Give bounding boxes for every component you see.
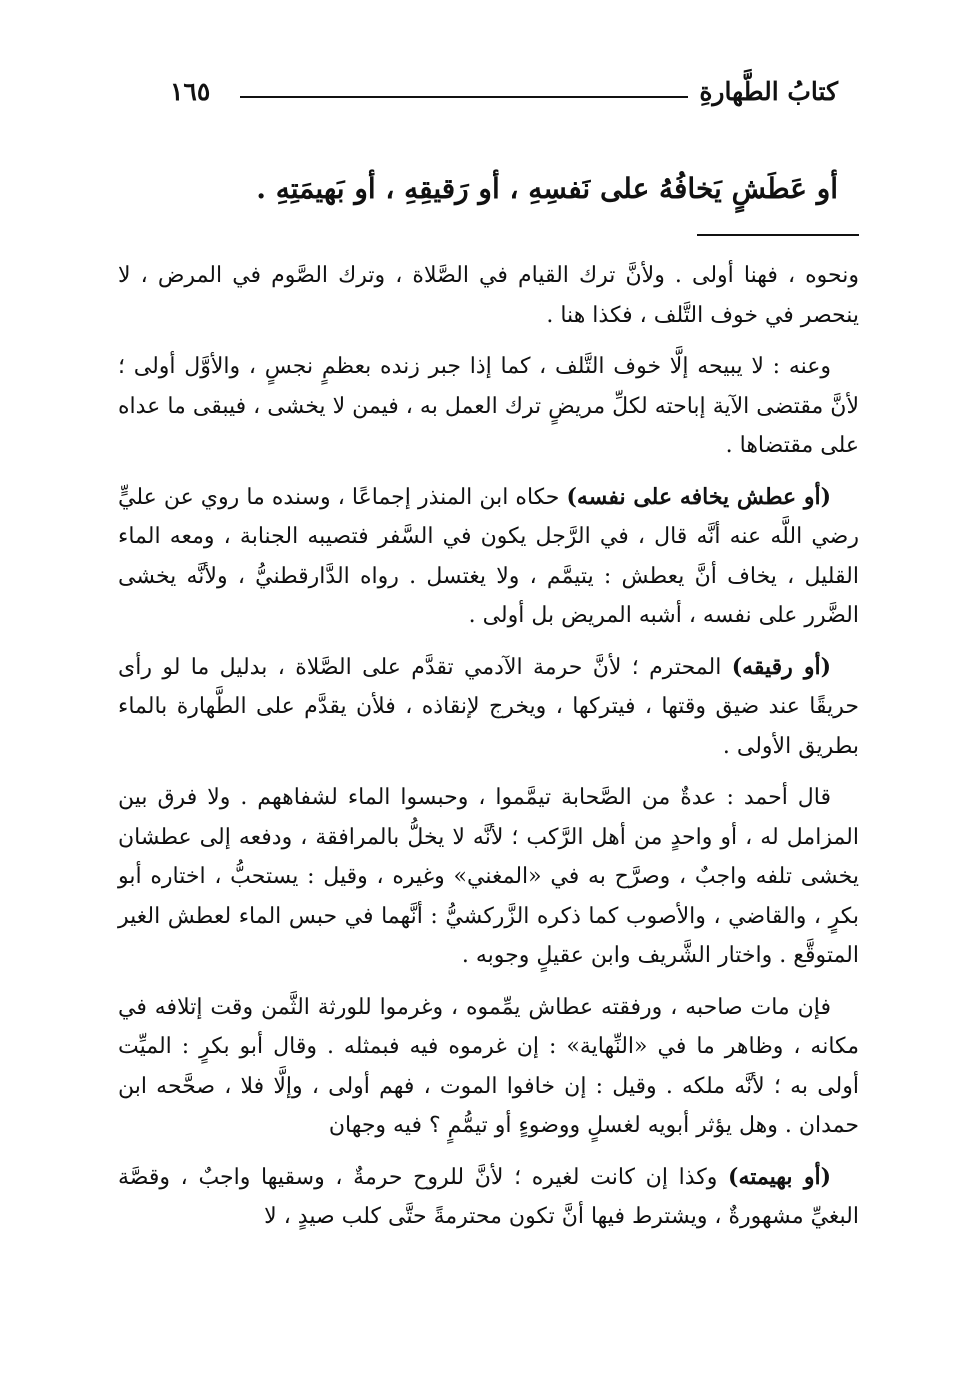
separator-rule [697, 234, 859, 236]
commentary-paragraph-7 [118, 1158, 859, 1237]
commentary-paragraph-2: وعنه : لا يبيحه إلَّا خوف التَّلف ، كما إذا جبر زنده بعظمٍ نجسٍ ، والأوَّل أولى ؛ لأنَّ مقتضى الآية إباحته لكلِّ مريضٍ ترك العمل به ، فيمن لا يخشى ، فيبقى ما عداه على مقتضاها . [118, 354, 859, 458]
running-header [170, 72, 838, 116]
commentary-paragraph-4-text: المحترم ؛ لأنَّ حرمة الآدمي تقدَّم على الصَّلاة ، بدليل ما لو رأى حريقًا عند ضيق وقتها ، فيتركها ، ويخرج لإنقاذه ، فلأن يقدَّم على الطَّهارة بالماء بطريق الأولى . [118, 654, 859, 759]
commentary-paragraph-7-text: وكذا إن كانت لغيره ؛ لأنَّ للروح حرمةٌ ، وسقيها واجبٌ ، وقصَّة البغيِّ مشهورةٌ ، ويشترط فيها أنَّ تكون محترمةً حتَّى كلب صيدٍ ، لا [118, 1164, 859, 1229]
page-number: ١٦٥ [170, 77, 211, 106]
commentary-paragraph-4 [118, 648, 859, 767]
lemma-animal: (أو بهيمته) [728, 1163, 831, 1190]
header-rule [240, 96, 688, 98]
book-title: كتابُ الطَّهارةِ [699, 77, 838, 106]
commentary-paragraph-3-text: حكاه ابن المنذر إجماعًا ، وسنده ما روي عن عليٍّ رضي اللَّه عنه أنَّه قال ، في الرَّجل يكون في السَّفر فتصيبه الجنابة ، ومعه الماء القليل ، يخاف أنَّ يعطش : يتيمَّم ، ولا يغتسل . رواه الدَّارقطنيُّ ، ولأنَّه يخشى الضَّرر على نفسه ، أشبه المريض بل أولى . [118, 484, 859, 628]
lemma-thirst: (أو عطش يخافه على نفسه) [566, 483, 832, 510]
commentary [118, 256, 859, 1249]
commentary-paragraph-3 [118, 478, 859, 636]
lemma-slave: (أو رقيقه) [731, 653, 831, 680]
commentary-paragraph-5: قال أحمد : عدةٌ من الصَّحابة تيمَّموا ، وحبسوا الماء لشفاههم . ولا فرق بين المزامل له ، أو واحدٍ من أهل الرَّكب ؛ لأنَّه لا يخلُّ بالمرافقة ، ودفعه إلى عطشان يخشى تلفه واجبٌ ، وصرَّح به في «المغني» وغيره ، وقيل : يستحبُّ ، اختاره أبو بكرٍ ، والقاضي ، والأصوب كما ذكره الزَّركشيُّ : أنَّهما في حبس الماء لعطش الغير المتوقَّع . واختار الشَّريف وابن عقيلٍ وجوبه . [118, 785, 859, 968]
commentary-paragraph-1: ونحوه ، فهنا أولى . ولأنَّ ترك القيام في الصَّلاة ، وترك الصَّوم في المرض ، لا ينحصر في خوف التَّلف ، فكذا هنا . [118, 263, 859, 328]
commentary-paragraph-6: فإن مات صاحبه ، ورفقته عطاش يمِّموه ، وغرموا للورثة الثَّمن وقت إتلافه في مكانه ، وظاهر ما في «النِّهاية» : إن غرموه فيه فبمثله . وقال أبو بكرٍ : الميِّت أولى به ؛ لأنَّه ملكه . وقيل : إن خافوا الموت ، فهم أولى ، وإلَّا فلا ، صحَّحه ابن حمدان . وهل يؤثر أبويه لغسلٍ ووضوءٍ أو تيمُّمٍ ؟ فيه وجهان [118, 994, 859, 1138]
matn-text: أو عَطَشٍ يَخافُهُ على نَفسِهِ ، أو رَقيقِهِ ، أو بَهيمَتِهِ . [256, 172, 838, 205]
